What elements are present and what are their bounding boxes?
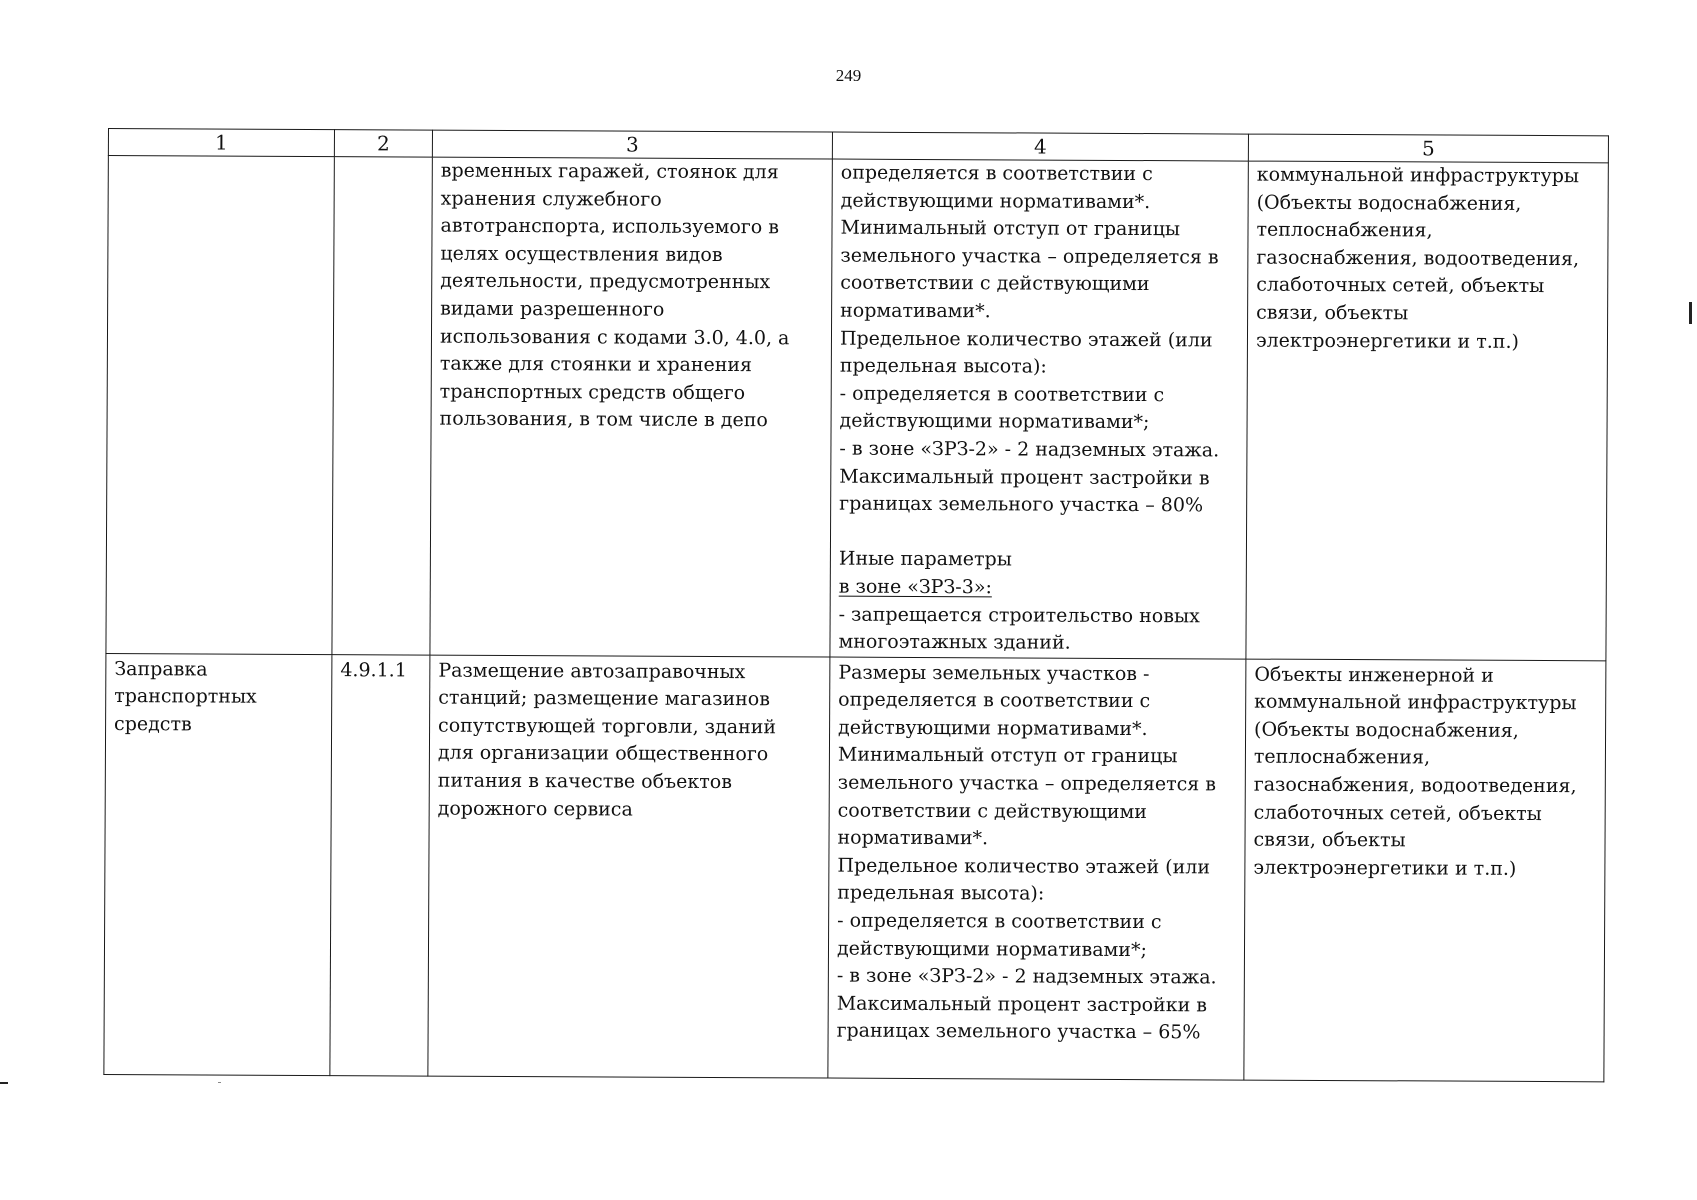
- cell-text: предельная высота):: [839, 354, 1047, 378]
- cell-description: [430, 157, 832, 657]
- cell-text-line: [114, 711, 323, 740]
- cell-text: земельного участка – определяется в: [837, 771, 1217, 796]
- cell-text: Размещение автозаправочных: [438, 659, 746, 683]
- cell-text-line: [839, 518, 1238, 548]
- cell-text-line: [114, 683, 323, 712]
- cell-text-line: [440, 406, 823, 435]
- cell-text-line: [1257, 189, 1600, 218]
- cell-text-line: [840, 215, 1239, 245]
- table-row: [104, 653, 1606, 1081]
- cell-text: теплоснабжения,: [1253, 746, 1431, 769]
- cell-text: слаботочных сетей, объекты: [1256, 273, 1545, 298]
- cell-text: границах земельного участка – 65%: [836, 1019, 1201, 1044]
- cell-text-line: [840, 325, 1239, 355]
- cell-text: Заправка: [114, 657, 208, 681]
- cell-text: - запрещается строительство новых: [838, 603, 1200, 627]
- cell-text: теплоснабжения,: [1256, 218, 1433, 242]
- cell-text-line: [1253, 854, 1596, 883]
- cell-text: хранения служебного: [440, 187, 662, 211]
- cell-parameters: [830, 159, 1248, 659]
- cell-text: средств: [114, 712, 192, 736]
- cell-text: действующими нормативами*;: [836, 937, 1147, 961]
- cell-text: (Объекты водоснабжения,: [1254, 718, 1519, 742]
- cell-text-line: [838, 659, 1237, 689]
- cell-text-line: [1254, 772, 1597, 801]
- cell-text-line: [440, 378, 823, 407]
- cell-text-line: [1254, 689, 1597, 718]
- cell-code-text: 4.9.1.1: [340, 658, 407, 682]
- cell-text-line: [838, 742, 1237, 772]
- cell-text: соответствии с действующими: [840, 271, 1150, 296]
- cell-text: многоэтажных зданий.: [838, 630, 1071, 654]
- cell-infrastructure: [1246, 161, 1608, 660]
- cell-text-line: [839, 491, 1238, 521]
- cell-text: действующими нормативами*;: [839, 409, 1150, 434]
- cell-text: временных гаражей, стоянок для: [440, 159, 779, 184]
- cell-text-line: [840, 408, 1239, 438]
- cell-text: дорожного сервиса: [437, 797, 633, 821]
- cell-text-line: [840, 270, 1239, 300]
- cell-text: Минимальный отступ от границы: [837, 744, 1178, 768]
- cell-name: [104, 653, 332, 1075]
- cell-text: действующими нормативами*.: [838, 716, 1148, 740]
- cell-text-line: [441, 158, 824, 187]
- column-header-1: 1: [108, 129, 334, 157]
- cell-text: - в зоне «ЗРЗ-2» - 2 надземных этажа.: [839, 437, 1220, 462]
- cell-text-line: [438, 795, 821, 824]
- cell-text-line: [840, 298, 1239, 328]
- cell-text: Предельное количество этажей (или: [839, 327, 1213, 351]
- cell-infrastructure: [1244, 659, 1606, 1082]
- cell-text: земельного участка – определяется в: [840, 244, 1219, 269]
- cell-text-line: [114, 656, 323, 685]
- cell-text-line: [837, 935, 1236, 965]
- cell-text: для организации общественного: [437, 742, 769, 766]
- cell-text: электроэнергетики и т.п.): [1255, 329, 1520, 353]
- cell-name: [106, 156, 334, 655]
- page-number: 249: [835, 66, 862, 85]
- cell-text: деятельности, предусмотренных: [440, 270, 771, 294]
- cell-text-line: [838, 714, 1237, 744]
- cell-text: действующими нормативами*.: [840, 189, 1151, 213]
- cell-text-line: [438, 657, 821, 686]
- column-header-3: 3: [432, 130, 832, 159]
- cell-description: [428, 655, 830, 1078]
- cell-code: [332, 157, 432, 655]
- cell-text: коммунальной инфраструктуры: [1256, 163, 1580, 188]
- cell-text-line: [1256, 244, 1599, 273]
- cell-text-line: [839, 463, 1238, 493]
- column-header-5: 5: [1248, 134, 1608, 163]
- cell-text-line: [1257, 162, 1600, 191]
- cell-text-line: [840, 353, 1239, 383]
- cell-text: предельная высота):: [837, 882, 1045, 906]
- cell-text-line: [838, 687, 1237, 717]
- cell-text-line: [841, 160, 1240, 190]
- cell-text-line: [839, 436, 1238, 466]
- cell-text: определяется в соответствии с: [838, 688, 1151, 713]
- cell-text: использования с кодами 3.0, 4.0, а: [439, 325, 790, 349]
- cell-text-line: [837, 1018, 1236, 1048]
- cell-text: - определяется в соответствии с: [839, 382, 1165, 406]
- cell-text: транспортных средств общего: [439, 380, 746, 404]
- cell-text: целях осуществления видов: [440, 242, 723, 266]
- cell-text-line: [438, 740, 821, 769]
- cell-text: пользования, в том числе в депо: [439, 407, 768, 432]
- cell-text-line: [1253, 827, 1596, 856]
- cell-text-line: [837, 908, 1236, 938]
- cell-text: Максимальный процент застройки в: [839, 465, 1210, 489]
- cell-text-line: [838, 629, 1237, 659]
- cell-text-line: [440, 213, 823, 242]
- cell-text: нормативами*.: [840, 299, 991, 323]
- cell-text: электроэнергетики и т.п.): [1253, 856, 1517, 880]
- cell-text: связи, объекты: [1253, 828, 1406, 852]
- cell-text-line: [438, 768, 821, 797]
- cell-text: Иные параметры: [838, 547, 1012, 571]
- cell-text: Предельное количество этажей (или: [837, 854, 1211, 879]
- cell-text-line: [839, 573, 1238, 603]
- cell-text: питания в качестве объектов: [437, 769, 733, 794]
- cell-text: - определяется в соответствии с: [837, 909, 1162, 934]
- cell-text: определяется в соответствии с: [840, 161, 1153, 186]
- cell-text-line: [840, 380, 1239, 410]
- land-use-table: [103, 128, 1609, 1082]
- cell-text-line: [841, 187, 1240, 217]
- cell-text-line: [839, 546, 1238, 576]
- cell-text: Размеры земельных участков -: [838, 661, 1150, 685]
- cell-text-line: [840, 242, 1239, 272]
- cell-text: газоснабжения, водоотведения,: [1253, 773, 1577, 798]
- cell-text: видами разрешенного: [440, 297, 665, 321]
- cell-text-line: [1256, 217, 1599, 246]
- cell-text-line: [837, 880, 1236, 910]
- column-header-4: 4: [832, 132, 1248, 161]
- cell-text: Минимальный отступ от границы: [840, 216, 1181, 241]
- cell-text-line: [837, 963, 1236, 993]
- cell-text-line: [837, 825, 1236, 855]
- cell-text-line: [440, 351, 823, 380]
- cell-text: коммунальной инфраструктуры: [1254, 690, 1577, 715]
- cell-text: границах земельного участка – 80%: [839, 492, 1204, 517]
- cell-text: нормативами*.: [837, 826, 989, 850]
- cell-text-line: [1256, 300, 1599, 329]
- table-row: [106, 156, 1608, 661]
- column-header-2: 2: [334, 130, 432, 157]
- cell-text: (Объекты водоснабжения,: [1256, 191, 1522, 215]
- cell-code: [330, 654, 430, 1075]
- cell-text-line: [838, 770, 1237, 800]
- cell-text-line: [441, 185, 824, 214]
- cell-text: связи, объекты: [1256, 301, 1409, 325]
- cell-text-line: [440, 268, 823, 297]
- cell-text-line: [438, 685, 821, 714]
- cell-text-line: [839, 601, 1238, 631]
- cell-text-line: [1256, 272, 1599, 301]
- cell-text: соответствии с действующими: [837, 799, 1148, 823]
- cell-text-line: [1254, 744, 1597, 773]
- cell-text: слаботочных сетей, объекты: [1253, 801, 1542, 825]
- cell-text: Максимальный процент застройки в: [836, 992, 1208, 1017]
- cell-text-line: [1254, 661, 1597, 690]
- cell-text-line: [438, 712, 821, 741]
- cell-text: станций; размещение магазинов: [438, 686, 771, 711]
- cell-text: газоснабжения, водоотведения,: [1256, 246, 1580, 270]
- cell-text: транспортных: [114, 685, 257, 709]
- cell-text-line: [1256, 327, 1599, 356]
- scan-dust-mark: [218, 1082, 221, 1083]
- cell-text-line: [837, 990, 1236, 1020]
- cell-text-line: [1254, 716, 1597, 745]
- cell-text-line: [440, 240, 823, 269]
- cell-text-line: [1254, 799, 1597, 828]
- cell-text-line: [440, 323, 823, 352]
- cell-text-line: [838, 797, 1237, 827]
- cell-text: в зоне «ЗРЗ-3»:: [838, 575, 992, 599]
- cell-text-line: [837, 852, 1236, 882]
- cell-text: автотранспорта, используемого в: [440, 214, 779, 239]
- cell-parameters: [828, 657, 1246, 1080]
- scan-edge-mark: [0, 1082, 8, 1084]
- cell-text: также для стоянки и хранения: [439, 352, 753, 377]
- cell-text: Объекты инженерной и: [1254, 663, 1494, 687]
- cell-text-line: [440, 296, 823, 325]
- cell-text: - в зоне «ЗРЗ-2» - 2 надземных этажа.: [836, 964, 1217, 989]
- cell-text: сопутствующей торговли, зданий: [438, 714, 777, 739]
- scan-edge-mark: [1689, 302, 1692, 324]
